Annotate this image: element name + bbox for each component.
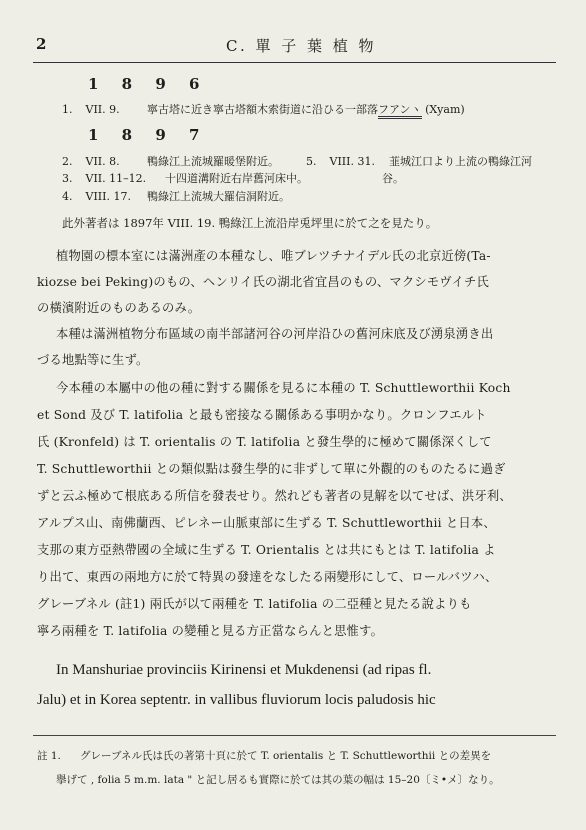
record-number: 2. — [62, 155, 73, 168]
paragraph-3-line-1: 今本種の本屬中の他の種に對する關係を見るに本種の T. Schuttleworthii Koch — [56, 381, 511, 395]
paragraph-3-line-7: 支那の東方亞熱帶國の全域に生ずる T. Orientalis とは共にもとは T. latifolia よ — [37, 543, 496, 557]
paragraph-1-line-2: kiozse bei Peking)のもの、ヘンリイ氏の湖北省宜昌のもの、マクシモヴイチ氏 — [37, 275, 490, 289]
paragraph-3-line-6: アルプス山、南佛蘭西、ピレネー山脈東部に生ずる T. Schuttleworthii と日本、 — [37, 516, 496, 530]
page-number: 2 — [36, 35, 47, 53]
record-number: 3. — [62, 172, 73, 185]
paragraph-3-line-4: T. Schuttleworthii との類似點は發生學的に非ずして單に外觀的のものたるに過ぎ — [37, 462, 506, 476]
running-header: C. 單 子 葉 植 物 — [226, 37, 377, 55]
record-5 — [306, 153, 532, 169]
paragraph-3-line-8: り出て、東西の兩地方に於て特異の發達をなしたる兩變形にして、ロールバツハ、 — [37, 570, 498, 584]
record-date: VIII. 17. — [85, 190, 131, 203]
record-date: VII. 9. — [85, 103, 120, 116]
header-rule — [33, 62, 556, 63]
record-1 — [62, 101, 465, 117]
year-heading-1896: 1 8 9 6 — [88, 75, 209, 93]
record-locality: 鴨綠江上流城羅暖堡附近。 — [147, 155, 279, 168]
record-date: VII. 8. — [85, 155, 120, 168]
footnote-line-1: グレーブネル氏は氏の著第十頁に於て T. orientalis と T. Schuttleworthii との差異を — [80, 750, 492, 762]
paragraph-3-line-2: et Sond 及び T. latifolia と最も密接なる關係ある事明かなり。クロンフエルト — [37, 408, 487, 422]
record-locality-kana: フアンヽ — [378, 103, 422, 119]
paragraph-3-line-9: グレーブネル (註1) 兩氏が以て兩種を T. latifolia の二亞種と見たる說よりも — [37, 597, 472, 611]
paragraph-3-line-5: ずと云ふ極めて根底ある所信を發表せり。然れども著者の見解を以てせば、洪牙利、 — [37, 489, 512, 503]
record-number: 4. — [62, 190, 73, 203]
record-date: VII. 11–12. — [85, 172, 147, 185]
record-2 — [62, 153, 279, 169]
latin-distribution-line-1: In Manshuriae provinciis Kirinensi et Mukdenensi (ad ripas fl. — [56, 662, 432, 678]
record-date: VIII. 31. — [329, 155, 375, 168]
record-5-continued: 谷。 — [382, 172, 404, 185]
record-locality: 寧古塔に近き寧古塔額木索街道に沿ひる一部落 — [147, 103, 378, 116]
supplementary-observation: 此外著者は 1897年 VIII. 19. 鴨綠江上流沿岸兎坪里に於て之を見たり。 — [62, 216, 438, 230]
paragraph-1-line-1: 植物園の標本室には滿洲產の本種なし、唯ブレツチナイデル氏の北京近傍(Ta- — [56, 249, 491, 263]
paragraph-3-line-10: 寧ろ兩種を T. latifolia の變種と見る方正當ならんと思惟す。 — [37, 624, 384, 638]
footnote-rule — [33, 735, 556, 736]
record-number: 5. — [306, 155, 317, 168]
record-locality: 十四道溝附近右岸舊河床中。 — [165, 172, 308, 185]
paragraph-3-line-3: 氏 (Kronfeld) は T. orientalis の T. latifolia と發生學的に極めて關係深くして — [37, 435, 492, 449]
latin-distribution-line-2: Jalu) et in Korea septentr. in vallibus fluviorum locis paludosis hic — [37, 692, 436, 708]
record-locality: 鴨綠江上流城大羅信洞附近。 — [147, 190, 290, 203]
record-locality: 韮城江口より上流の鴨綠江河 — [389, 155, 532, 168]
footnote-label: 註 1. — [37, 750, 61, 762]
record-4 — [62, 188, 290, 204]
paragraph-2-line-2: づる地點等に生ず。 — [37, 353, 149, 367]
paragraph-2-line-1: 本種は滿洲植物分布區域の南半部諸河谷の河岸沿ひの舊河床底及び湧泉湧き出 — [56, 327, 494, 341]
year-heading-1897: 1 8 9 7 — [88, 126, 209, 144]
record-locality-romanized: (Xyam) — [425, 103, 465, 116]
footnote-line-2: 擧げて , folia 5 m.m. lata " と記し居るも實際に於ては其の葉の幅は 15–20〔ミ•メ〕なり。 — [56, 774, 500, 786]
record-3 — [62, 170, 308, 186]
record-number: 1. — [62, 103, 73, 116]
paragraph-1-line-3: の橫濱附近のものあるのみ。 — [37, 301, 201, 315]
